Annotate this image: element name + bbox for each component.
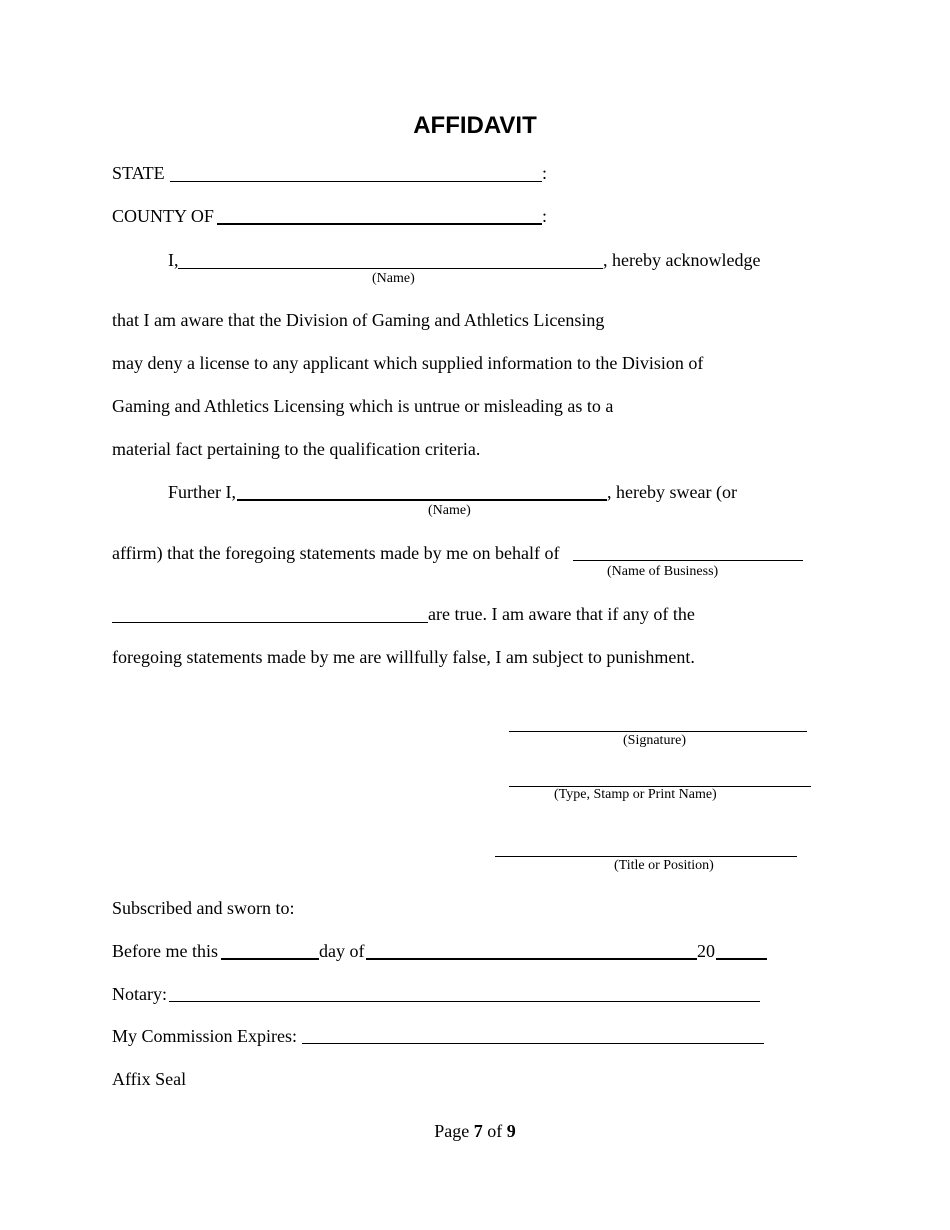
page-word: Page: [434, 1121, 470, 1141]
subscribed-text: Subscribed and sworn to:: [112, 898, 295, 918]
state-label: STATE: [112, 163, 165, 183]
commission-label: My Commission Expires:: [112, 1026, 298, 1046]
page-number: 7: [473, 1121, 483, 1141]
signature-caption: (Signature): [623, 733, 686, 748]
are-true-text: are true. I am aware that if any of the: [428, 604, 695, 624]
notary-label: Notary:: [112, 984, 167, 1004]
of-word: of: [487, 1121, 503, 1141]
year-prefix: 20: [697, 941, 715, 961]
day-of-label: day of: [319, 941, 365, 961]
final-statement-text: foregoing statements made by me are willfully false, I am subject to punishment.: [112, 647, 695, 667]
swear-text: , hereby swear (or: [607, 482, 737, 502]
county-colon: :: [542, 206, 548, 226]
signature-line[interactable]: [509, 731, 807, 732]
year-input-line[interactable]: [716, 958, 767, 960]
document-title: AFFIDAVIT: [413, 112, 537, 139]
further-name-input-line[interactable]: [237, 499, 607, 501]
paragraph-line-3: Gaming and Athletics Licensing which is untrue or misleading as to a: [112, 396, 614, 416]
before-me-label: Before me this: [112, 941, 218, 961]
business-input-line-2[interactable]: [112, 622, 428, 623]
paragraph-line-4: material fact pertaining to the qualification criteria.: [112, 439, 481, 459]
print-name-caption: (Type, Stamp or Print Name): [554, 787, 717, 802]
further-name-caption: (Name): [428, 503, 471, 518]
notary-input-line[interactable]: [169, 1001, 760, 1002]
name-input-line[interactable]: [178, 268, 603, 269]
page-footer: [0, 1121, 950, 1141]
day-input-line[interactable]: [221, 958, 319, 960]
commission-input-line[interactable]: [302, 1043, 764, 1044]
county-input-line[interactable]: [217, 223, 542, 225]
title-position-line[interactable]: [495, 856, 797, 857]
page-total: 9: [506, 1121, 516, 1141]
paragraph-line-1: that I am aware that the Division of Gaming and Athletics Licensing: [112, 310, 605, 330]
affirm-text: affirm) that the foregoing statements made by me on behalf of: [112, 543, 560, 563]
state-input-line[interactable]: [170, 181, 542, 182]
business-input-line[interactable]: [573, 560, 803, 561]
month-input-line[interactable]: [366, 958, 697, 960]
affix-seal-text: Affix Seal: [112, 1069, 187, 1089]
county-label: COUNTY OF: [112, 206, 214, 226]
name-caption: (Name): [372, 271, 415, 286]
paragraph-line-2: may deny a license to any applicant which supplied information to the Division of: [112, 353, 704, 373]
state-colon: :: [542, 163, 548, 183]
title-position-caption: (Title or Position): [614, 858, 714, 873]
i-label: I,: [168, 250, 179, 270]
acknowledge-text: , hereby acknowledge: [603, 250, 761, 270]
further-label: Further I,: [168, 482, 236, 502]
business-caption: (Name of Business): [607, 564, 719, 579]
